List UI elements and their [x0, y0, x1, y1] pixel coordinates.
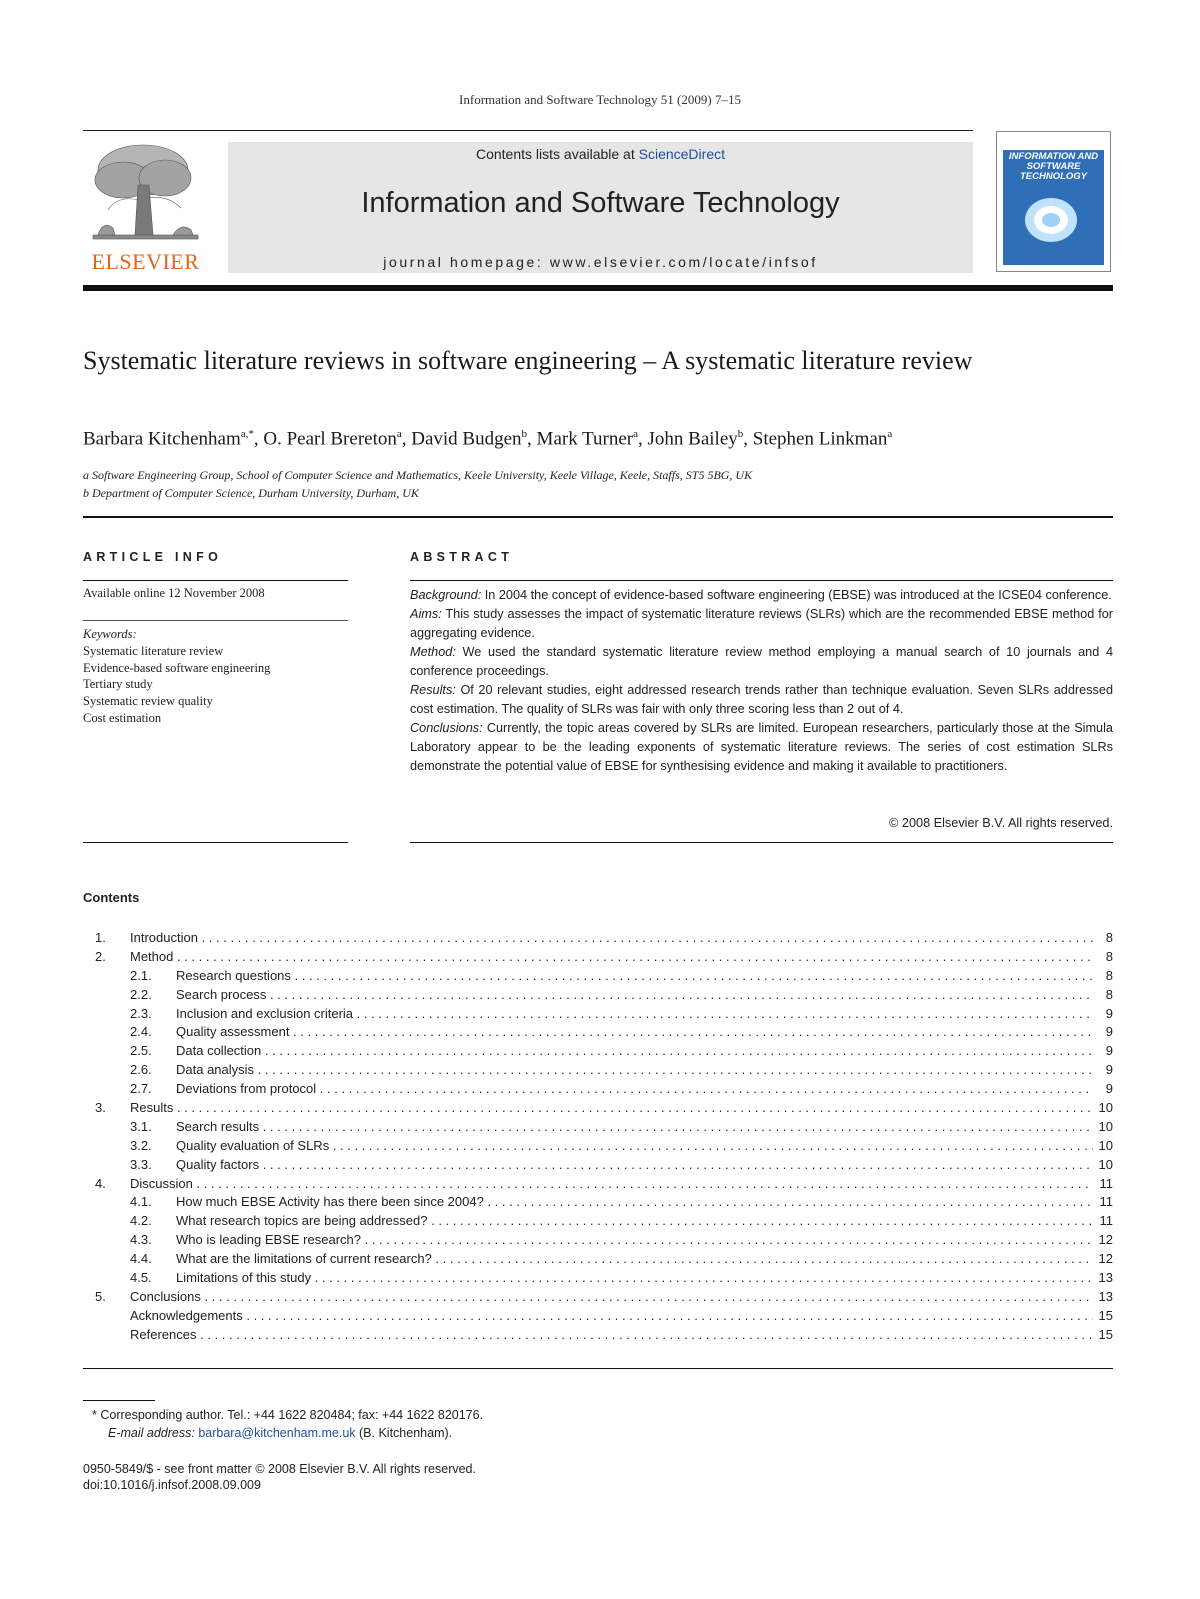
toc-page-number: 12 [1098, 1232, 1113, 1248]
author-name: David Budgen [411, 428, 522, 450]
email-link[interactable]: barbara@kitchenham.me.uk [198, 1426, 356, 1440]
abstract-text: Of 20 relevant studies, eight addressed research trends rather than technique evaluation. Seven SLRs addressed cost estimation. The quality of SLRs was fair with only three scoring less than 2 out of 4. [410, 683, 1113, 716]
toc-number: 3.2. [130, 1137, 152, 1153]
author-separator: , [527, 428, 537, 450]
article-info-heading: ARTICLE INFO [83, 550, 223, 564]
abstract-label: Results: [410, 683, 456, 697]
cover-image [1003, 150, 1104, 265]
toc-page-number: 13 [1098, 1288, 1113, 1304]
keyword-item: Evidence-based software engineering [83, 660, 271, 675]
author-separator: , [743, 428, 753, 450]
journal-homepage[interactable]: journal homepage: www.elsevier.com/locate/infsof [383, 254, 818, 270]
keyword-item: Tertiary study [83, 677, 153, 692]
toc-number: 3.3. [130, 1156, 152, 1172]
table-of-contents [83, 929, 1113, 1345]
toc-title: Quality factors . . . [176, 1156, 1093, 1175]
toc-title: Quality evaluation of SLRs . . . [176, 1137, 1093, 1156]
toc-number: 2.2. [130, 986, 152, 1002]
abstract-aims [410, 605, 1113, 643]
abstract-label: Conclusions: [410, 721, 483, 735]
toc-title: Data analysis . . . [176, 1061, 1093, 1080]
author-list [83, 428, 1143, 450]
toc-page-number: 8 [1105, 948, 1113, 964]
toc-page-number: 13 [1098, 1270, 1113, 1286]
toc-page-number: 9 [1105, 1024, 1113, 1040]
abstract-method [410, 643, 1113, 681]
elsevier-logo [83, 140, 213, 275]
email-label: E-mail address: [108, 1426, 195, 1440]
toc-title: Method . . . [130, 948, 1093, 967]
toc-title: Introduction . . . [130, 929, 1093, 948]
toc-entry[interactable] [83, 1231, 1113, 1250]
section-rule [83, 516, 1113, 518]
toc-number: 2.5. [130, 1043, 152, 1059]
author-separator: , [638, 428, 648, 450]
abstract-label: Background: [410, 588, 482, 602]
contents-prefix: Contents lists available at [475, 146, 639, 162]
toc-title: Research questions . . . [176, 967, 1093, 986]
toc-title: Inclusion and exclusion criteria . . . [176, 1005, 1093, 1024]
toc-number: 2.4. [130, 1024, 152, 1040]
keyword-item: Systematic literature review [83, 643, 224, 658]
copyright-notice: © 2008 Elsevier B.V. All rights reserved. [889, 816, 1113, 830]
toc-number: 5. [95, 1288, 106, 1304]
cover-orb-icon [1003, 150, 1104, 265]
abstract-text: In 2004 the concept of evidence-based software engineering (EBSE) was introduced at the ICSE04 conference. [481, 588, 1112, 602]
toc-page-number: 10 [1098, 1137, 1113, 1153]
toc-title: What research topics are being addressed? . . . [176, 1212, 1093, 1231]
abstract-background [410, 586, 1113, 605]
toc-title: How much EBSE Activity has there been since 2004? . . . [176, 1193, 1093, 1212]
toc-entry[interactable] [83, 1042, 1113, 1061]
toc-page-number: 15 [1098, 1326, 1113, 1342]
author-name: John Bailey [647, 428, 738, 450]
toc-page-number: 8 [1105, 986, 1113, 1002]
abstract-conclusions [410, 719, 1113, 776]
toc-number: 2. [95, 948, 106, 964]
journal-citation: Information and Software Technology 51 (2009) 7–15 [459, 92, 741, 107]
toc-number: 3. [95, 1100, 106, 1116]
toc-entry[interactable] [83, 1099, 1113, 1118]
abstract-results [410, 681, 1113, 719]
article-info-rule [83, 580, 348, 581]
author-affiliation-mark: a [633, 428, 639, 440]
journal-cover [996, 131, 1111, 272]
toc-title: Acknowledgements . . . [130, 1307, 1093, 1326]
publisher-name: ELSEVIER [91, 249, 200, 274]
toc-entry[interactable] [83, 1212, 1113, 1231]
author-name: Mark Turner [536, 428, 634, 450]
elsevier-tree-icon [83, 140, 208, 250]
author-affiliation-mark: b [521, 428, 528, 440]
email-note [108, 1426, 452, 1440]
toc-entry[interactable] [83, 1023, 1113, 1042]
article-info-rule [83, 842, 348, 843]
author-separator: , [401, 428, 412, 450]
toc-entry[interactable] [83, 1156, 1113, 1175]
author-affiliation-mark: a,* [240, 428, 254, 440]
corresponding-author-note: * Corresponding author. Tel.: +44 1622 820484; fax: +44 1622 820176. [92, 1408, 484, 1422]
cover-title: INFORMATION AND SOFTWARE TECHNOLOGY [1008, 151, 1099, 182]
article-info-rule [83, 620, 348, 621]
toc-title: Data collection . . . [176, 1042, 1093, 1061]
contents-availability [228, 146, 973, 162]
toc-entry[interactable] [83, 1307, 1113, 1326]
toc-page-number: 11 [1099, 1213, 1113, 1229]
toc-title: Deviations from protocol . . . [176, 1080, 1093, 1099]
toc-title: Conclusions . . . [130, 1288, 1093, 1307]
toc-title: Search process . . . [176, 986, 1093, 1005]
toc-page-number: 10 [1098, 1118, 1113, 1134]
author-name: Stephen Linkman [752, 428, 888, 450]
toc-entry[interactable] [83, 1175, 1113, 1194]
toc-number: 2.6. [130, 1062, 152, 1078]
toc-entry[interactable] [83, 1250, 1113, 1269]
author-affiliation-mark: b [737, 428, 744, 440]
toc-entry[interactable] [83, 1326, 1113, 1345]
toc-entry[interactable] [83, 948, 1113, 967]
toc-number: 4.4. [130, 1251, 152, 1267]
toc-page-number: 15 [1098, 1307, 1113, 1323]
header-rule [83, 130, 973, 131]
toc-page-number: 8 [1105, 930, 1113, 945]
toc-entry[interactable] [83, 967, 1113, 986]
toc-entry[interactable] [83, 1061, 1113, 1080]
toc-page-number: 9 [1105, 1005, 1113, 1021]
toc-title: Results . . . [130, 1099, 1093, 1118]
toc-number: 2.7. [130, 1081, 152, 1097]
author-name: Barbara Kitchenham [83, 428, 241, 450]
toc-number: 3.1. [130, 1118, 152, 1134]
toc-number: 1. [95, 930, 106, 945]
keyword-item: Systematic review quality [83, 694, 213, 709]
toc-number: 4.5. [130, 1270, 152, 1286]
abstract-rule [410, 842, 1113, 843]
abstract-label: Method: [410, 645, 456, 659]
email-suffix: (B. Kitchenham). [355, 1426, 453, 1440]
toc-page-number: 9 [1105, 1062, 1113, 1078]
toc-page-number: 9 [1105, 1043, 1113, 1059]
toc-title: Who is leading EBSE research? . . . [176, 1231, 1093, 1250]
toc-entry[interactable] [83, 1269, 1113, 1288]
keyword-item: Cost estimation [83, 710, 162, 725]
toc-entry[interactable] [83, 1005, 1113, 1024]
author-affiliation-mark: a [396, 428, 402, 440]
toc-entry[interactable] [83, 929, 1113, 948]
toc-entry[interactable] [83, 1137, 1113, 1156]
toc-page-number: 12 [1098, 1251, 1113, 1267]
available-online-date: Available online 12 November 2008 [83, 586, 265, 600]
toc-number: 2.1. [130, 967, 152, 983]
toc-number: 2.3. [130, 1005, 152, 1021]
author-name: O. Pearl Brereton [263, 428, 397, 450]
contents-heading: Contents [83, 890, 140, 905]
abstract-text: Currently, the topic areas covered by SLRs are limited. European researchers, particularly those at the Simula Laboratory appear to be the leading exponents of systematic literature reviews. The series of cost estimation SLRs demonstrate the potential value of EBSE for synthesising evidence and making it available to practitioners. [410, 721, 1113, 773]
toc-number: 4.2. [130, 1213, 152, 1229]
toc-number: 4.3. [130, 1232, 152, 1248]
abstract-text: This study assesses the impact of systematic literature reviews (SLRs) which are the recommended EBSE method for aggregating evidence. [410, 607, 1113, 640]
abstract-body [410, 586, 1113, 776]
toc-page-number: 11 [1099, 1194, 1113, 1210]
abstract-heading: ABSTRACT [410, 550, 514, 564]
toc-entry[interactable] [83, 1288, 1113, 1307]
toc-title: Limitations of this study . . . [176, 1269, 1093, 1288]
doi-line[interactable]: doi:10.1016/j.infsof.2008.09.009 [83, 1478, 261, 1492]
sciencedirect-link[interactable]: ScienceDirect [638, 146, 725, 162]
keywords-block [83, 626, 348, 727]
footnote-rule [83, 1400, 155, 1401]
affiliation-b: b Department of Computer Science, Durham University, Durham, UK [83, 486, 419, 500]
affiliation-a: a Software Engineering Group, School of Computer Science and Mathematics, Keele University, Keele Village, Keele, Staffs, ST5 5BG, UK [83, 468, 753, 482]
toc-entry[interactable] [83, 986, 1113, 1005]
abstract-rule [410, 580, 1113, 581]
footer-rule [83, 1368, 1113, 1369]
abstract-text: We used the standard systematic literature review method employing a manual search of 10 journals and 4 conference proceedings. [410, 645, 1113, 678]
header-thick-rule [83, 285, 1113, 291]
keywords-label: Keywords: [83, 627, 137, 641]
journal-banner [228, 142, 973, 273]
toc-page-number: 8 [1105, 967, 1113, 983]
toc-title: References . . . [130, 1326, 1093, 1345]
toc-title: What are the limitations of current research? . . . [176, 1250, 1093, 1269]
issn-line: 0950-5849/$ - see front matter © 2008 Elsevier B.V. All rights reserved. [83, 1462, 476, 1476]
author-separator: , [253, 428, 264, 450]
toc-entry[interactable] [83, 1118, 1113, 1137]
journal-title: Information and Software Technology [361, 187, 840, 219]
toc-number: 4. [95, 1175, 106, 1191]
toc-page-number: 10 [1098, 1156, 1113, 1172]
toc-entry[interactable] [83, 1080, 1113, 1099]
author-affiliation-mark: a [887, 428, 893, 440]
toc-title: Discussion . . . [130, 1175, 1093, 1194]
paper-title: Systematic literature reviews in software engineering – A systematic literature review [83, 346, 973, 375]
abstract-label: Aims: [410, 607, 442, 621]
toc-title: Search results . . . [176, 1118, 1093, 1137]
toc-title: Quality assessment . . . [176, 1023, 1093, 1042]
toc-page-number: 10 [1098, 1100, 1113, 1116]
toc-page-number: 11 [1099, 1175, 1113, 1191]
toc-entry[interactable] [83, 1193, 1113, 1212]
toc-number: 4.1. [130, 1194, 152, 1210]
toc-page-number: 9 [1105, 1081, 1113, 1097]
